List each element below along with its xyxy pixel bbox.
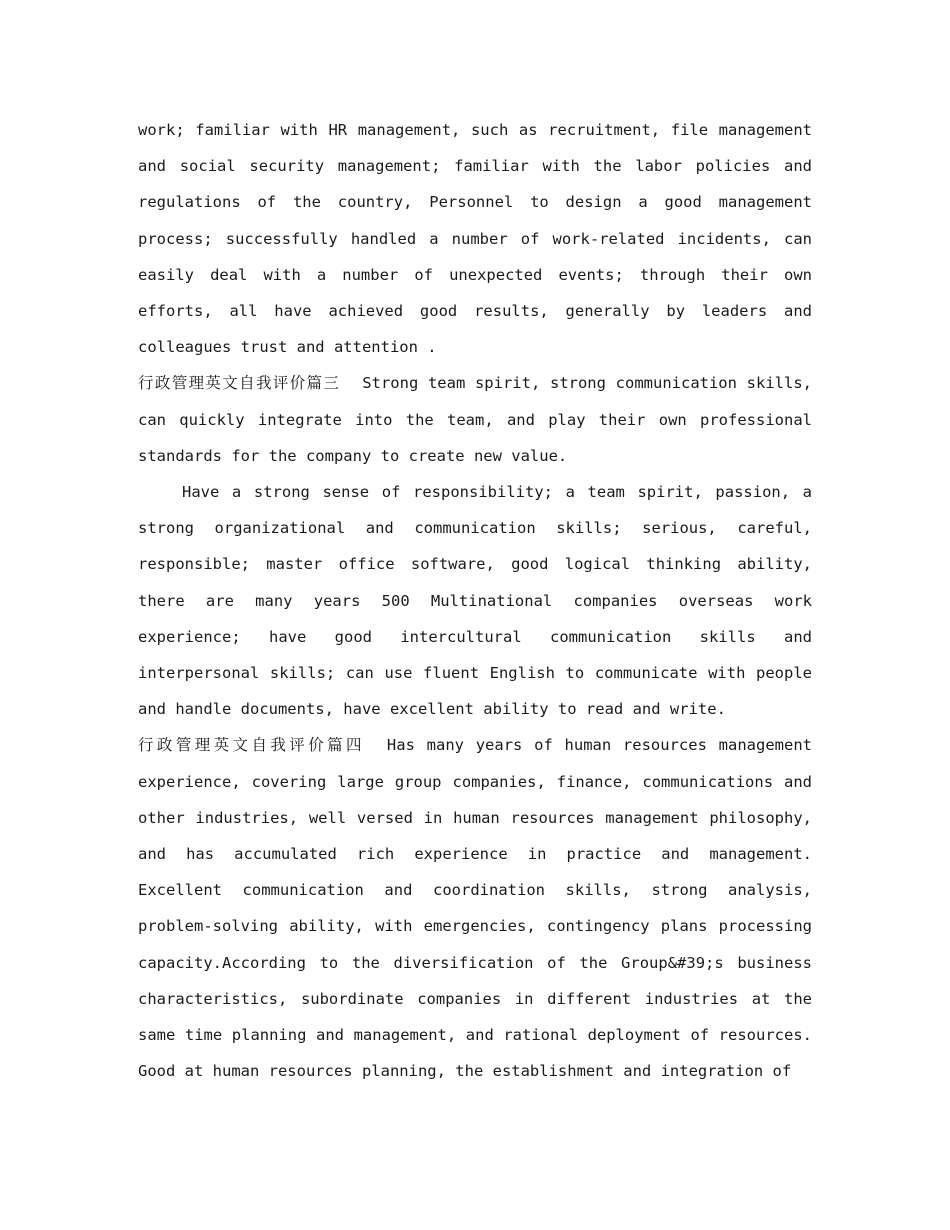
paragraph-2 [138,365,812,474]
document-page [138,112,812,1089]
paragraph-1 [138,112,812,365]
section-heading-4: 行政管理英文自我评价篇四 [138,736,365,755]
paragraph-3 [138,474,812,727]
paragraph-3-text: Have a strong sense of responsibility; a team spirit, passion, a strong organizational and communication skills; serious, careful, responsible; master office software, good logical thinking ability, there are many years 500 Multinational companies overseas work experience; have good intercultural communication skills and interpersonal skills; can use fluent English to communicate with people and handle documents, have excellent ability to read and write. [138,483,812,719]
paragraph-1-text: work; familiar with HR management, such as recruitment, file management and social security management; familiar with the labor policies and regulations of the country, Personnel to design a good management process; successfully handled a number of work-related incidents, can easily deal with a number of unexpected events; through their own efforts, all have achieved good results, generally by leaders and colleagues trust and attention . [138,121,812,357]
paragraph-4-text: Has many years of human resources management experience, covering large group companies, finance, communications and other industries, well versed in human resources management philosophy, and has accumulated rich experience in practice and management. Excellent communication and coordination skills, strong analysis, problem-solving ability, with emergencies, contingency plans processing capacity.According to the diversification of the Group&#39;s business characteristics, subordinate companies in different industries at the same time planning and management, and rational deployment of resources. Good at human resources planning, the establishment and integration of [138,736,812,1081]
paragraph-2-text: Strong team spirit, strong communication skills, can quickly integrate into the team, and play their own professional standards for the company to create new value. [138,374,812,465]
section-heading-3: 行政管理英文自我评价篇三 [138,374,341,393]
paragraph-4 [138,727,812,1089]
